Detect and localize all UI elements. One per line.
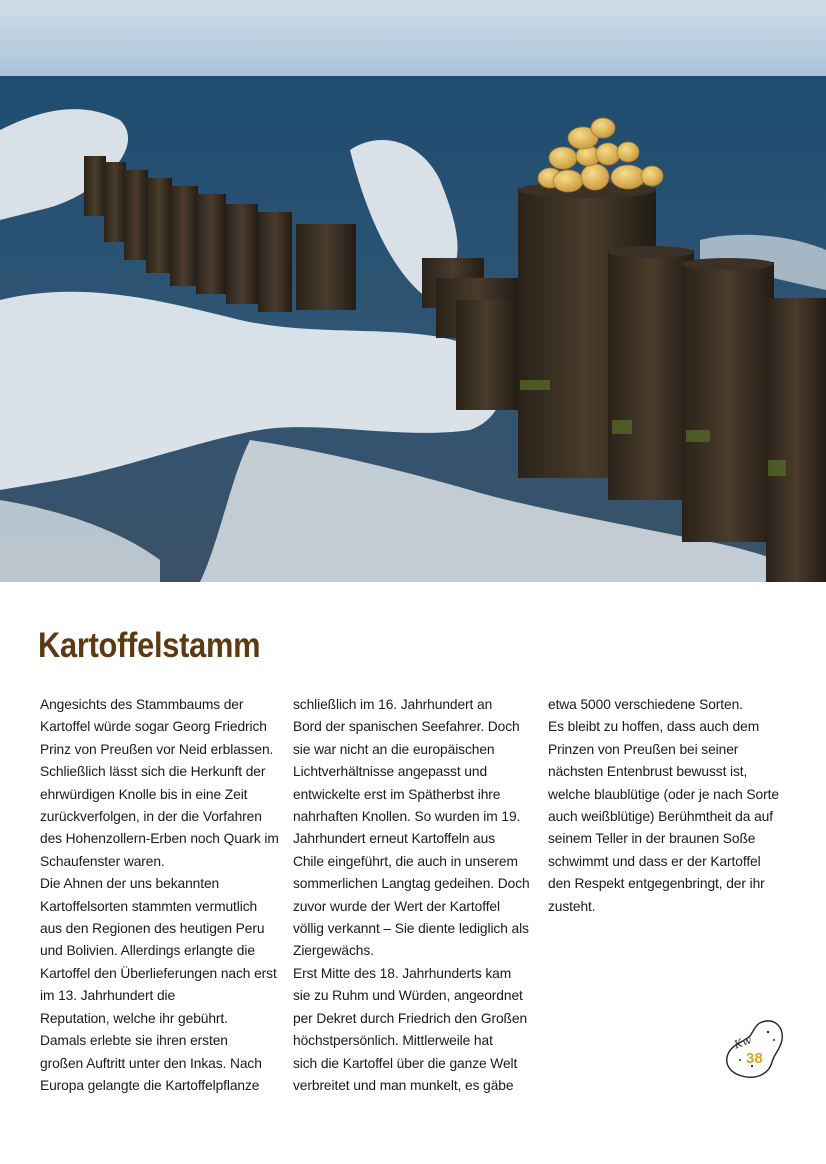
text-line: Kartoffel würde sogar Georg Friedrich bbox=[40, 719, 267, 735]
sky bbox=[0, 0, 826, 78]
text-line: zuvor wurde der Wert der Kartoffel bbox=[293, 898, 500, 914]
text-line: Schaufenster waren. bbox=[40, 853, 165, 869]
text-line: Erst Mitte des 18. Jahrhunderts kam bbox=[293, 965, 512, 981]
text-line: großen Auftritt unter den Inkas. Nach bbox=[40, 1055, 262, 1071]
text-line: sie zu Ruhm und Würden, angeordnet bbox=[293, 988, 523, 1004]
text-line: Kartoffelsorten stammten vermutlich bbox=[40, 898, 258, 914]
text-line: sommerlichen Langtag gedeihen. Doch bbox=[293, 876, 530, 892]
text-line: Bord der spanischen Seefahrer. Doch bbox=[293, 719, 520, 735]
article-title: Kartoffelstamm bbox=[38, 626, 261, 665]
text-line: den Respekt entgegenbringt, der ihr bbox=[548, 876, 765, 892]
text-line: Angesichts des Stammbaums der bbox=[40, 697, 244, 712]
text-line: und Bolivien. Allerdings erlangte die bbox=[40, 943, 255, 959]
text-line: etwa 5000 verschiedene Sorten. bbox=[548, 697, 743, 712]
text-line: per Dekret durch Friedrich den Großen bbox=[293, 1010, 528, 1026]
page-number: 38 bbox=[746, 1050, 763, 1067]
text-line: Chile eingeführt, die auch in unserem bbox=[293, 853, 518, 869]
text-line: Europa gelangte die Kartoffelpflanze bbox=[40, 1077, 260, 1093]
text-column-2 bbox=[293, 694, 530, 1097]
text-line: aus den Regionen des heutigen Peru bbox=[40, 921, 265, 937]
text-line: zusteht. bbox=[548, 898, 596, 914]
text-line: auch weißblütige) Berühmtheit da auf bbox=[548, 809, 773, 825]
text-line: Prinz von Preußen vor Neid erblassen. bbox=[40, 741, 274, 757]
text-line: Ziergewächs. bbox=[293, 943, 374, 959]
text-line: Die Ahnen der uns bekannten bbox=[40, 876, 220, 892]
text-line: welche blaublütige (oder je nach Sorte bbox=[548, 786, 779, 802]
text-line: Schließlich lässt sich die Herkunft der bbox=[40, 764, 266, 780]
logo-initials: Kw bbox=[732, 1033, 754, 1052]
text-line: des Hohenzollern-Erben noch Quark im bbox=[40, 831, 279, 847]
text-line: im 13. Jahrhundert die bbox=[40, 988, 176, 1004]
text-line: zurückverfolgen, in der die Vorfahren bbox=[40, 809, 262, 825]
text-line: völlig verkannt – Sie diente lediglich als bbox=[293, 921, 529, 937]
text-line: nächsten Entenbrust bewusst ist, bbox=[548, 764, 748, 780]
text-column-1 bbox=[40, 694, 279, 1097]
text-line: schließlich im 16. Jahrhundert an bbox=[293, 697, 493, 712]
text-line: Prinzen von Preußen bei seiner bbox=[548, 741, 739, 757]
text-line: entwickelte erst im Spätherbst ihre bbox=[293, 786, 501, 802]
text-line: Jahrhundert erneut Kartoffeln aus bbox=[293, 831, 496, 847]
text-line: sich die Kartoffel über die ganze Welt bbox=[293, 1055, 518, 1071]
text-line: Es bleibt zu hoffen, dass auch dem bbox=[548, 719, 760, 735]
text-line: sie war nicht an die europäischen bbox=[293, 741, 495, 757]
text-line: höchstpersönlich. Mittlerweile hat bbox=[293, 1033, 493, 1049]
text-line: verbreitet und man munkelt, es gäbe bbox=[293, 1077, 514, 1093]
text-line: seinem Teller in der braunen Soße bbox=[548, 831, 756, 847]
text-line: ehrwürdigen Knolle bis in eine Zeit bbox=[40, 786, 248, 802]
text-line: Damals erlebte sie ihren ersten bbox=[40, 1033, 228, 1049]
text-line: Reputation, welche ihr gebührt. bbox=[40, 1010, 228, 1026]
text-column-3 bbox=[548, 694, 779, 918]
text-line: schwimmt und dass er der Kartoffel bbox=[548, 853, 761, 869]
text-line: Lichtverhältnisse angepasst und bbox=[293, 764, 488, 780]
text-line: nahrhaften Knollen. So wurden im 19. bbox=[293, 809, 521, 825]
text-line: Kartoffel den Überlieferungen nach erst bbox=[40, 965, 277, 981]
